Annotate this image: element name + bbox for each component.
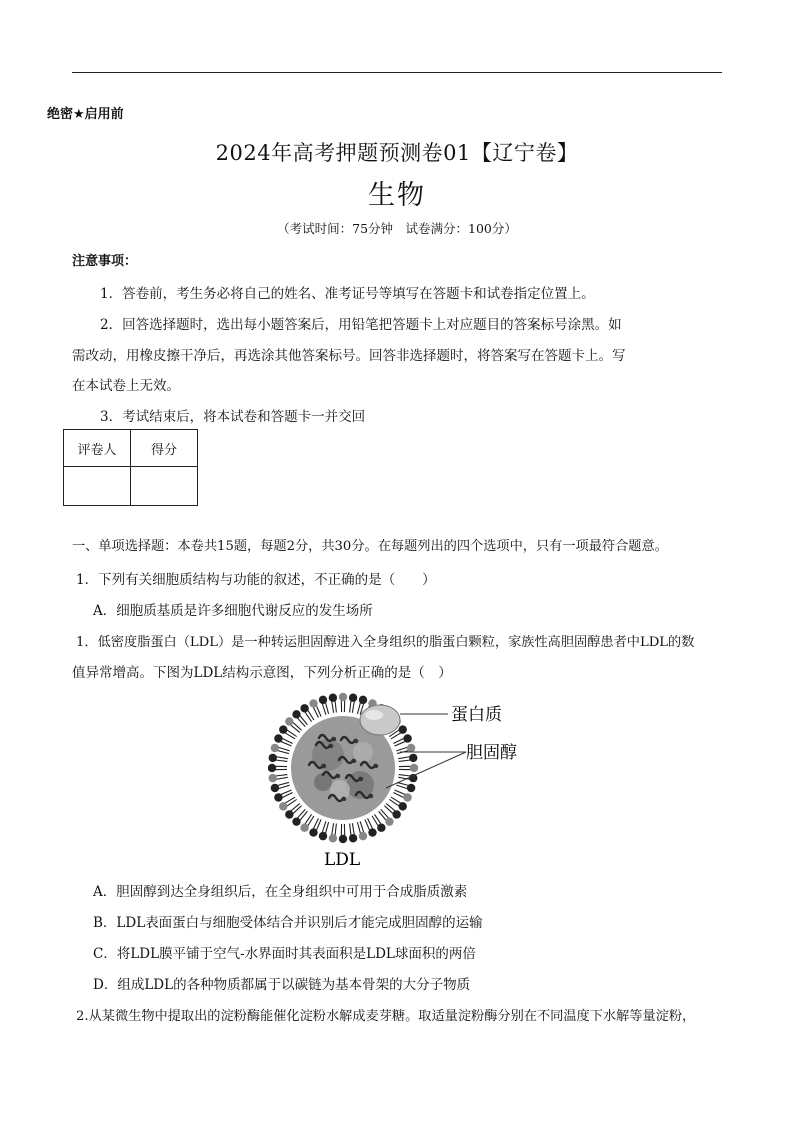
question-extra-stem: 1．下列有关细胞质结构与功能的叙述，不正确的是（ ） (76, 572, 436, 588)
question-1-option-a: A．胆固醇到达全身组织后，在全身组织中可用于合成脂质激素 (93, 884, 468, 900)
figure-caption: LDL (324, 850, 361, 870)
score-table-score-header: 得分 (131, 430, 198, 467)
surface-protein (360, 705, 400, 735)
notice-item-1: 1．答卷前，考生务必将自己的姓名、准考证号等填写在答题卡和试卷指定位置上。 (100, 286, 595, 302)
score-table (63, 429, 198, 506)
notice-item-3: 3．考试结束后，将本试卷和答题卡一并交回 (100, 409, 366, 425)
notice-heading: 注意事项： (72, 254, 138, 269)
score-table-score-cell (131, 467, 198, 506)
notice-item-2-line-3: 在本试卷上无效。 (72, 378, 180, 394)
notice-item-2-line-2: 需改动，用橡皮擦干净后，再选涂其他答案标号。回答非选择题时，将答案写在答题卡上。写 (72, 348, 626, 364)
ldl-diagram (268, 690, 528, 870)
header-rule (72, 72, 722, 73)
question-2-stem-line-1: 2.从某微生物中提取出的淀粉酶能催化淀粉水解成麦芽糖。取适量淀粉酶分别在不同温度下水解等量淀粉， (76, 1009, 696, 1024)
question-1-option-d: D．组成LDL的各种物质都属于以碳链为基本骨架的大分子物质 (93, 977, 471, 993)
question-1-stem-line-2: 值异常增高。下图为LDL结构示意图，下列分析正确的是（ ） (72, 665, 452, 681)
label-cholesterol: 胆固醇 (466, 743, 517, 763)
score-table-grader-cell (64, 467, 131, 506)
ldl-structure-figure (268, 690, 528, 870)
score-table-grader-header: 评卷人 (64, 430, 131, 467)
cholesterol-pointer-line-2 (386, 752, 466, 788)
exam-title: 2024年高考押题预测卷01【辽宁卷】 (215, 141, 579, 165)
question-1-option-b: B．LDL表面蛋白与细胞受体结合并识别后才能完成胆固醇的运输 (93, 915, 483, 931)
label-protein: 蛋白质 (451, 705, 502, 725)
subject-title: 生物 (368, 180, 426, 211)
confidential-mark: 绝密★启用前 (47, 107, 124, 122)
section-1-heading: 一、单项选择题：本卷共15题，每题2分，共30分。在每题列出的四个选项中，只有一项最符合题意。 (72, 539, 668, 554)
notice-item-2-line-1: 2．回答选择题时，选出每小题答案后，用铅笔把答题卡上对应题目的答案标号涂黑。如 (100, 317, 622, 333)
question-1-option-c: C．将LDL膜平铺于空气-水界面时其表面积是LDL球面积的两倍 (93, 946, 476, 962)
question-extra-option-a: A．细胞质基质是许多细胞代谢反应的发生场所 (93, 603, 373, 619)
question-1-stem-line-1: 1．低密度脂蛋白（LDL）是一种转运胆固醇进入全身组织的脂蛋白颗粒，家族性高胆固醇患者中LDL的数 (76, 635, 695, 650)
exam-time-info: （考试时间：75分钟 试卷满分：100分） (277, 221, 517, 236)
